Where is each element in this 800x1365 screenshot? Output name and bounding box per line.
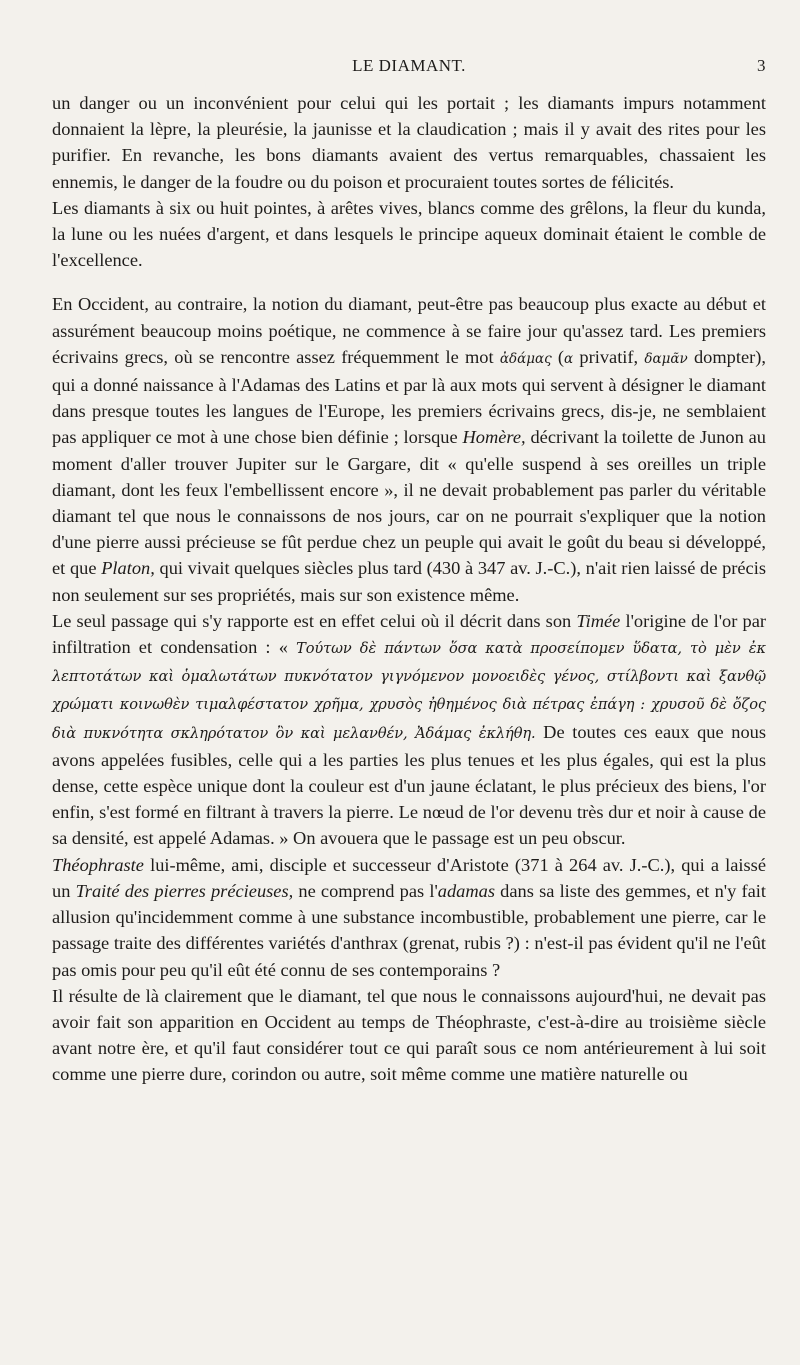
paragraph-4-text: Le seul passage qui s'y rapporte est en effet celui où il décrit dans son	[52, 610, 577, 631]
greek-word-adamas: ἀδάμας	[499, 350, 552, 367]
greek-alpha: α	[564, 350, 574, 367]
paragraph-3-text: dompter), qui a donné naissance à l'Adamas des Latins et par là aux mots qui servent à désigner le diamant dans presque toutes les langues de l'Europe, les premiers écrivains grecs, dis-je, ne semblaient pas appliquer ce mot à une chose bien définie ; lorsque	[52, 346, 766, 448]
page-number: 3	[757, 56, 766, 75]
paragraph-4-text: l'origine de l'or par infiltration et condensation : «	[52, 610, 766, 658]
greek-word-daman: δαμᾶν	[644, 350, 688, 367]
work-treatise: Traité des pierres précieuses,	[75, 880, 294, 901]
paragraph-3-text: qui vivait quelques siècles plus tard (430 à 347 av. J.-C.), n'ait rien laissé de précis non seulement sur ses propriétés, mais sur son existence même.	[52, 558, 766, 605]
body-text	[52, 90, 766, 1088]
paragraph-6: Il résulte de là clairement que le diamant, tel que nous le connaissons aujourd'hui, ne devait pas avoir fait son apparition en Occident au temps de Théophraste, c'est-à-dire au troisième siècle avant notre ère, et qu'il faut considérer tout ce qui paraît sous ce nom antérieurement à lui soit comme une pierre dure, corindon ou autre, soit même comme une matière naturelle ou	[52, 985, 766, 1085]
word-adamas: adamas	[437, 880, 495, 901]
paragraph-1: un danger ou un inconvénient pour celui qui les portait ; les diamants impurs notamment donnaient la lèpre, la pleurésie, la jaunisse et la claudication ; mais il y avait des rites pour les purifier. En revanche, les bons diamants avaient des vertus remarquables, chassaient les ennemis, le danger de la foudre ou du poison et procuraient toutes sortes de félicités.	[52, 93, 766, 192]
paragraph-5-text: dans sa liste des gemmes, et n'y fait allusion qu'incidemment comme à une substance incombustible, probablement une pierre, car le passage traite des différentes variétés d'anthrax (grenat, rubis ?) : n'est-il pas évident qu'il ne l'eût pas omis pour peu qu'il eût été connu de ses contemporains ?	[52, 880, 766, 980]
paragraph-3-text: décrivant la toilette de Junon au moment d'aller trouver Jupiter sur le Gargare, dit « qu'elle suspend à ses oreilles un triple diamant, dont les feux l'embellissent encore », il ne devait probablement pas parler du véritable diamant tel que nous le connaissons de nos jours, car on ne pourrait s'expliquer que la notion d'une pierre aussi précieuse se fût perdue chez un peuple qui avait le goût du beau si développé, et que	[52, 427, 766, 579]
author-theophrastus: Théophraste	[52, 854, 144, 875]
paragraph-2: Les diamants à six ou huit pointes, à arêtes vives, blancs comme des grêlons, la fleur du kunda, la lune ou les nuées d'argent, et dans lesquels le principe aqueux dominait étaient le comble de l'excellence.	[52, 197, 766, 271]
paragraph-4	[52, 608, 766, 852]
paragraph-4-text: De toutes ces eaux que nous avons appelées fusibles, celle qui a les parties les plus tenues et les plus égales, qui est la plus dense, cette espèce unique dont la couleur est d'un jaune éclatant, le plus précieux des biens, l'or enfin, s'est formé en filtrant à travers la pierre. Le nœud de l'or devenu très dur et noir à cause de sa densité, est appelé Adamas. » On avouera que le passage est un peu obscur.	[52, 721, 767, 849]
greek-quotation: Τούτων δὲ πάντων ὅσα κατὰ προσείπομεν ὕδατα, τὸ μὲν ἐκ λεπτοτάτων καὶ ὁμαλωτάτων πυκνότατον γιγνόμενον μονοειδὲς γένος, στίλβοντι καὶ ξανθῷ χρώματι κοινωθὲν τιμαλφέστατον χρῆμα, χρυσὸς ἠθημένος διὰ πέτρας ἐπάγη : χρυσοῦ δὲ ὄζος διὰ πυκνότητα σκληρότατον ὂν καὶ μελανθέν, Ἀδάμας ἐκλήθη.	[52, 640, 766, 742]
paragraph-5-text: ne comprend pas l'	[293, 880, 438, 901]
paragraph-5-text: lui-même, ami, disciple et successeur d'Aristote (371 à 264 av. J.-C.), qui a laissé un	[52, 854, 766, 901]
work-timaeus: Timée	[576, 610, 621, 631]
running-head	[52, 56, 766, 82]
paragraph-3-text: (	[551, 346, 565, 367]
running-title: LE DIAMANT.	[352, 56, 466, 75]
paragraph-3-text: En Occident, au contraire, la notion du diamant, peut-être pas beaucoup plus exacte au début et assurément beaucoup moins poétique, ne commence à se faire jour qu'assez tard. Les premiers écrivains grecs, où se rencontre assez fréquemment le mot	[52, 294, 766, 367]
paragraph-5	[52, 852, 766, 983]
paragraph-3	[52, 291, 766, 607]
author-plato: Platon,	[101, 558, 155, 579]
paragraph-3-text: privatif,	[573, 346, 645, 367]
author-homer: Homère,	[462, 427, 526, 448]
